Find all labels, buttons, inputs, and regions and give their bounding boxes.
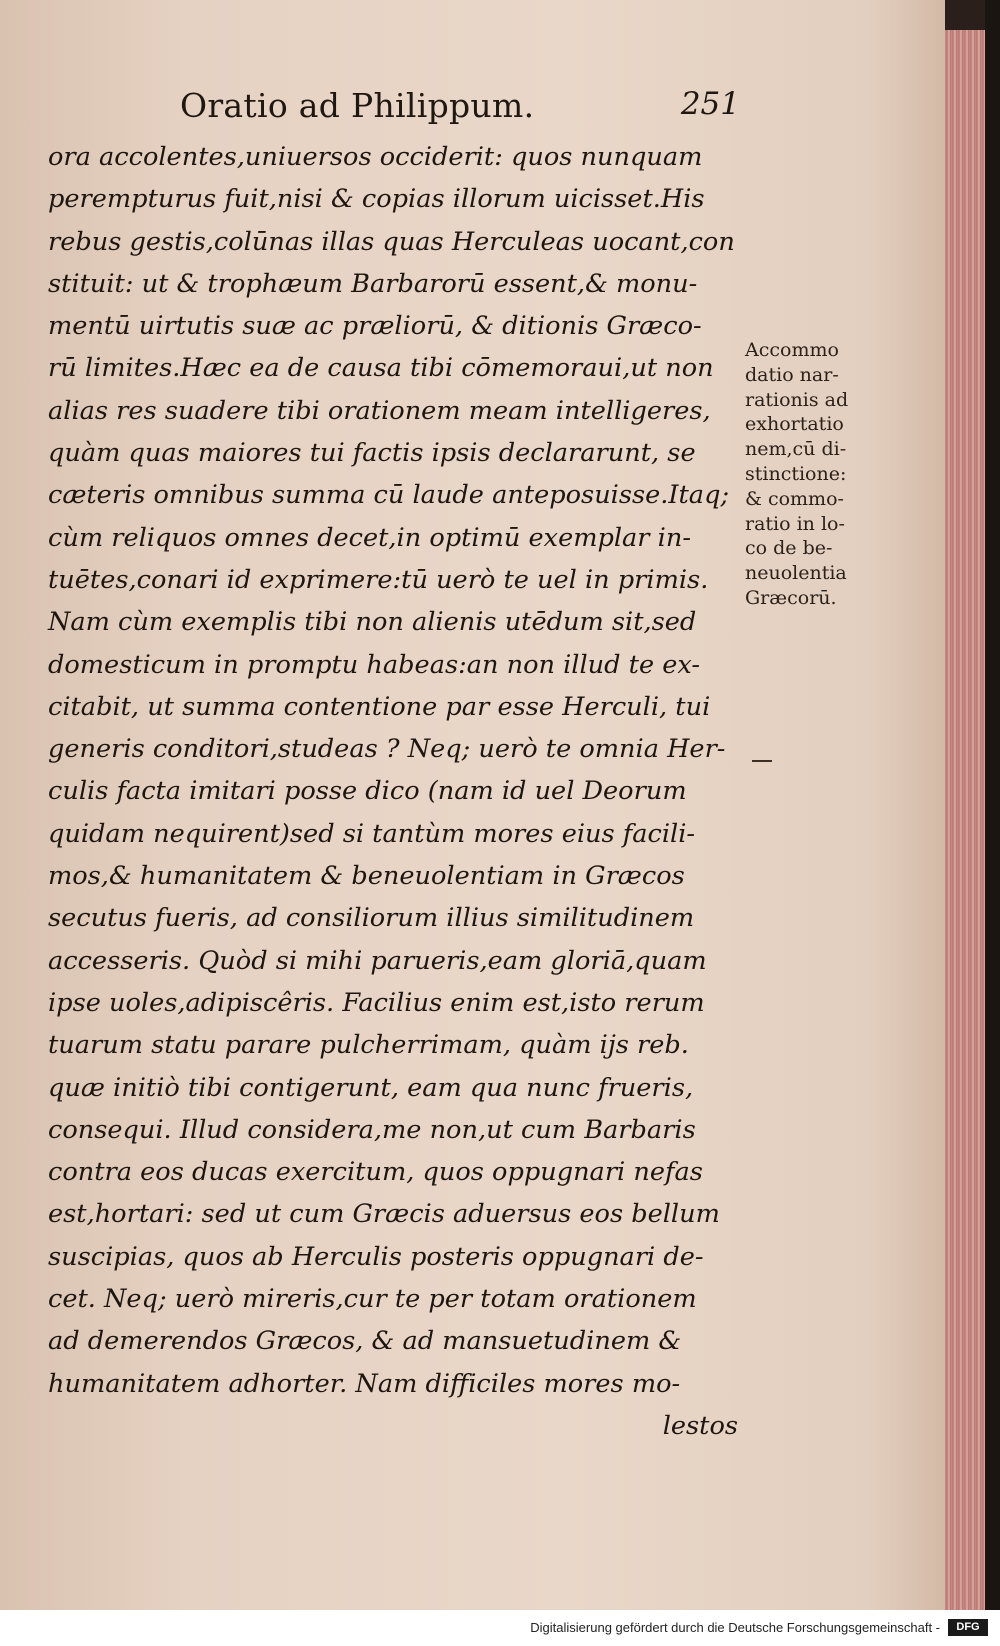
margin-dash [752, 760, 772, 762]
margin-note-line: Græcorū. [745, 586, 837, 609]
text-line: contra eos ducas exercitum, quos oppugnari nefas [48, 1157, 703, 1188]
text-line: consequi. Illud considera,me non,ut cum Barbaris [48, 1114, 696, 1145]
page-number: 251 [680, 86, 740, 122]
text-line: quàm quas maiores tui factis ipsis declararunt, se [48, 438, 696, 469]
text-line: tuarum statu parare pulcherrimam, quàm ijs reb. [48, 1030, 689, 1061]
text-line: domesticum in promptu habeas:an non illud te ex- [48, 649, 701, 680]
running-title: Oratio ad Philippum. [180, 86, 535, 125]
body-text [48, 136, 738, 1447]
text-line: mentū uirtutis suæ ac præliorū, & ditionis Græco- [48, 311, 702, 342]
margin-note-line: ratio in lo- [745, 512, 845, 535]
book-binding-edge [985, 0, 1000, 1610]
text-line: accesseris. Quòd si mihi parueris,eam gloriā,quam [48, 945, 707, 976]
margin-note-line: & commo- [745, 487, 844, 510]
text-line: rebus gestis,colūnas illas quas Herculeas uocant,con [48, 226, 735, 257]
catchword: lestos [662, 1410, 738, 1441]
text-line: culis facta imitari posse dico (nam id uel Deorum [48, 776, 687, 807]
text-line: cùm reliquos omnes decet,in optimū exemplar in- [48, 522, 691, 553]
text-line: perempturus fuit,nisi & copias illorum uicisset.His [48, 184, 705, 215]
margin-note-line: co de be- [745, 537, 833, 560]
text-line: citabit, ut summa contentione par esse Herculi, tui [48, 691, 711, 722]
text-line: humanitatem adhorter. Nam difficiles mores mo- [48, 1368, 681, 1399]
running-header [180, 86, 740, 132]
text-line: quidam nequirent)sed si tantùm mores eius facili- [48, 818, 696, 849]
text-line: ad demerendos Græcos, & ad mansuetudinem & [48, 1326, 682, 1357]
margin-note-line: datio nar- [745, 363, 839, 386]
margin-note-line: rationis ad [745, 388, 849, 411]
footer-bar [0, 1610, 1000, 1646]
margin-note-line: nem,cū di- [745, 438, 847, 461]
margin-note-line: Accommo [745, 339, 839, 361]
text-line: tuētes,conari id exprimere:tū uerò te uel in primis. [48, 564, 709, 595]
text-line: generis conditori,studeas ? Neq; uerò te omnia Her- [48, 734, 726, 765]
dfg-logo: DFG [948, 1619, 988, 1636]
text-line: mos,& humanitatem & beneuolentiam in Græcos [48, 861, 685, 892]
text-line: ipse uoles,adipiscêris. Facilius enim est,isto rerum [48, 987, 705, 1018]
footer-credit: Digitalisierung gefördert durch die Deutsche Forschungsgemeinschaft - [530, 1620, 940, 1635]
text-line: stituit: ut & trophæum Barbarorū essent,& monu- [48, 268, 698, 299]
margin-note-line: neuolentia [745, 562, 847, 585]
text-line: secutus fueris, ad consiliorum illius similitudinem [48, 903, 695, 934]
margin-note-line: stinctione: [745, 462, 847, 485]
text-line: cæteris omnibus summa cū laude anteposuisse.Itaq; [48, 480, 730, 511]
text-line: ora accolentes,uniuersos occiderit: quos nunquam [48, 142, 703, 172]
text-line: alias res suadere tibi orationem meam intelligeres, [48, 395, 711, 426]
margin-note [745, 338, 935, 611]
text-line: cet. Neq; uerò mireris,cur te per totam orationem [48, 1284, 697, 1315]
text-line: quæ initiò tibi contigerunt, eam qua nunc frueris, [48, 1072, 694, 1103]
text-line: Nam cùm exemplis tibi non alienis utēdum sit,sed [48, 607, 697, 638]
text-line: suscipias, quos ab Herculis posteris oppugnari de- [48, 1241, 704, 1272]
margin-note-line: exhortatio [745, 413, 844, 436]
text-line: rū limites.Hæc ea de causa tibi cōmemoraui,ut non [48, 353, 714, 384]
text-line: est,hortari: sed ut cum Græcis aduersus eos bellum [48, 1199, 720, 1230]
